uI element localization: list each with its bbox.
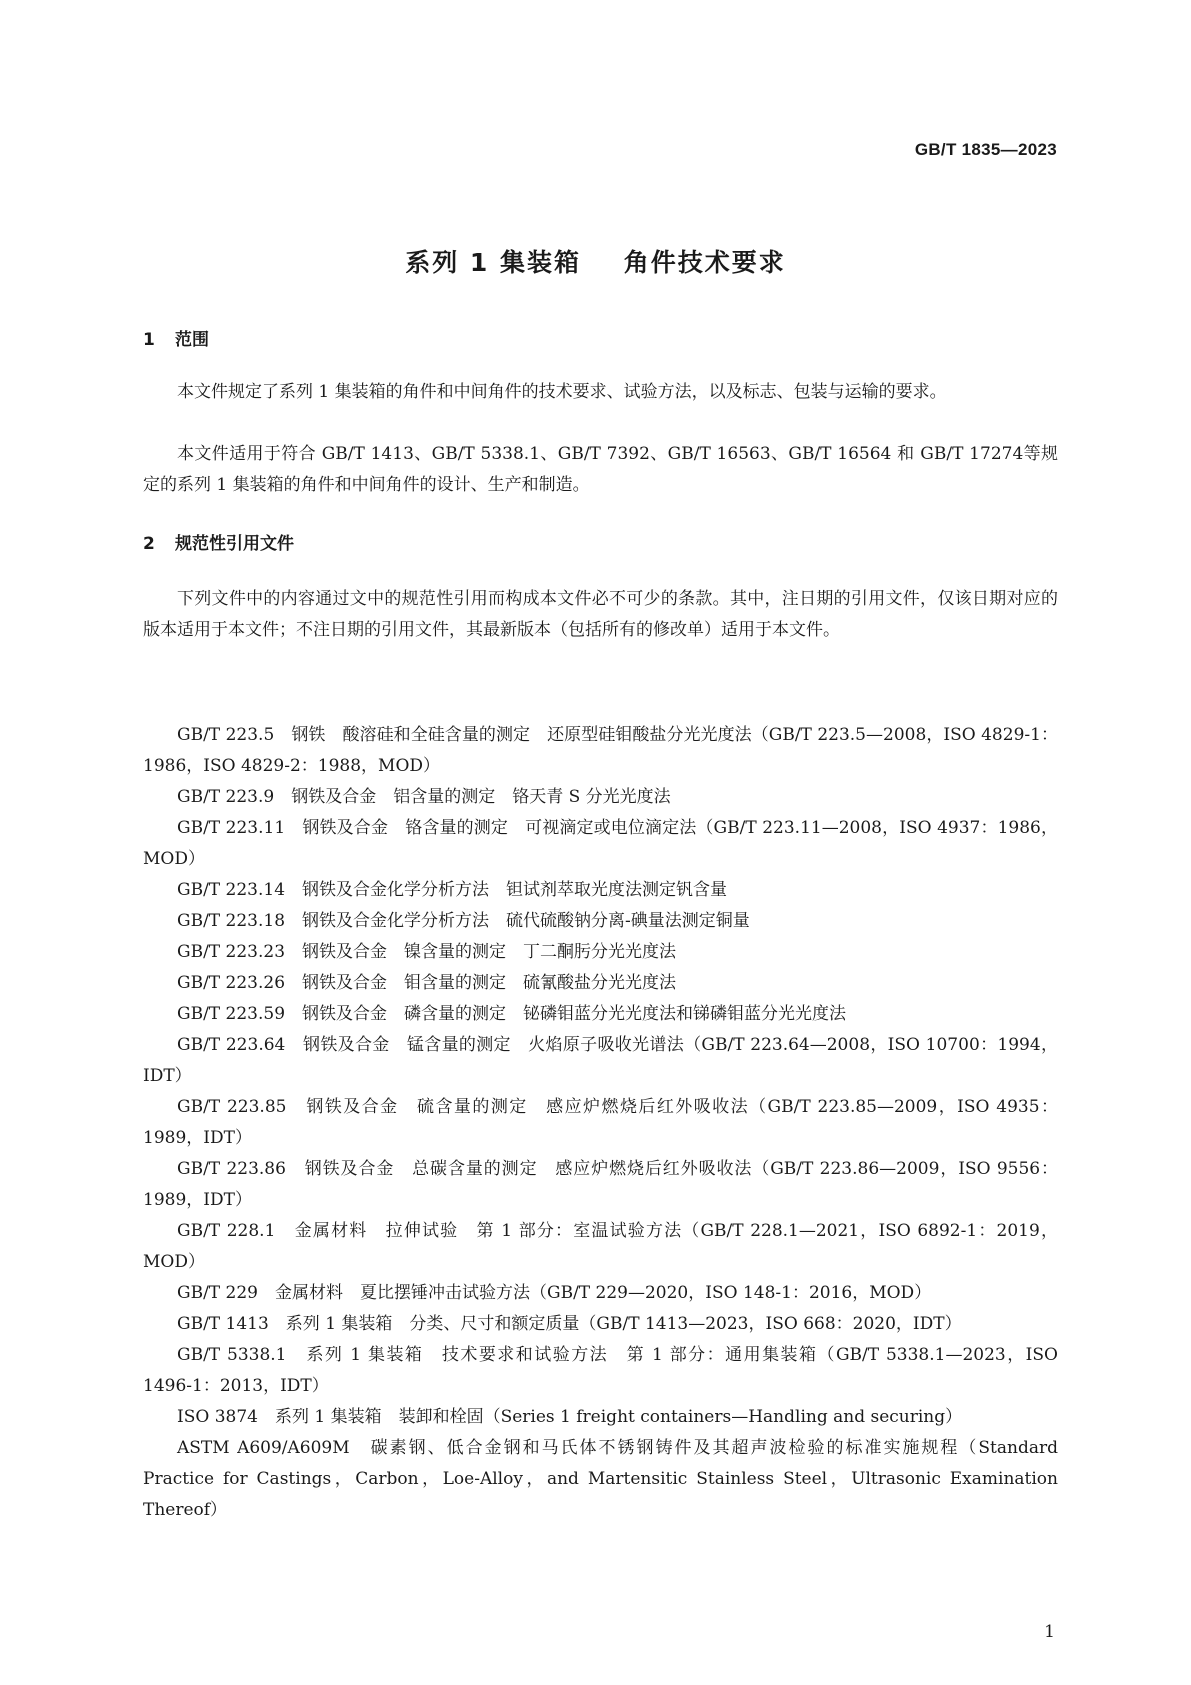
- scope-paragraph-1: 本文件规定了系列 1 集装箱的角件和中间角件的技术要求、试验方法，以及标志、包装与运输的要求。: [177, 382, 947, 402]
- reference-item: GB/T 223.14 钢铁及合金化学分析方法 钽试剂萃取光度法测定钒含量: [177, 880, 728, 900]
- reference-item: GB/T 223.86 钢铁及合金 总碳含量的测定 感应炉燃烧后红外吸收法（GB/T 223.86—2009，ISO 9556：1989，IDT）: [143, 1159, 1058, 1210]
- reference-item: GB/T 229 金属材料 夏比摆锤冲击试验方法（GB/T 229—2020，ISO 148-1：2016，MOD）: [177, 1283, 932, 1303]
- reference-item: GB/T 223.18 钢铁及合金化学分析方法 硫代硫酸钠分离-碘量法测定铜量: [177, 911, 750, 931]
- reference-item: GB/T 223.26 钢铁及合金 钼含量的测定 硫氰酸盐分光光度法: [177, 973, 677, 993]
- page-number: 1: [1044, 1622, 1055, 1642]
- reference-item: GB/T 223.5 钢铁 酸溶硅和全硅含量的测定 还原型硅钼酸盐分光光度法（GB/T 223.5—2008，ISO 4829-1：1986，ISO 4829-2：1988，MOD）: [143, 725, 1058, 776]
- section-number: 2: [143, 534, 155, 554]
- normative-references-intro: 下列文件中的内容通过文中的规范性引用而构成本文件必不可少的条款。其中，注日期的引用文件，仅该日期对应的版本适用于本文件；不注日期的引用文件，其最新版本（包括所有的修改单）适用于本文件。: [143, 589, 1058, 640]
- reference-item: GB/T 223.11 钢铁及合金 铬含量的测定 可视滴定或电位滴定法（GB/T 223.11—2008，ISO 4937：1986，MOD）: [143, 818, 1058, 869]
- reference-item: GB/T 223.9 钢铁及合金 铝含量的测定 铬天青 S 分光光度法: [177, 787, 671, 807]
- reference-item: GB/T 5338.1 系列 1 集装箱 技术要求和试验方法 第 1 部分：通用集装箱（GB/T 5338.1—2023，ISO 1496-1：2013，IDT）: [143, 1345, 1058, 1396]
- reference-item: GB/T 223.85 钢铁及合金 硫含量的测定 感应炉燃烧后红外吸收法（GB/T 223.85—2009，ISO 4935：1989，IDT）: [143, 1097, 1058, 1148]
- reference-item: GB/T 228.1 金属材料 拉伸试验 第 1 部分：室温试验方法（GB/T 228.1—2021，ISO 6892-1：2019，MOD）: [143, 1221, 1058, 1272]
- section-1-heading: [143, 325, 209, 350]
- reference-item: ISO 3874 系列 1 集装箱 装卸和栓固（Series 1 freight containers—Handling and securing）: [177, 1407, 963, 1427]
- reference-item: GB/T 223.59 钢铁及合金 磷含量的测定 铋磷钼蓝分光光度法和锑磷钼蓝分光光度法: [177, 1004, 847, 1024]
- section-number: 1: [143, 330, 155, 350]
- reference-list: [143, 720, 1058, 1526]
- section-title: 规范性引用文件: [175, 534, 294, 554]
- standard-number: GB/T 1835—2023: [914, 140, 1057, 159]
- reference-item: GB/T 223.23 钢铁及合金 镍含量的测定 丁二酮肟分光光度法: [177, 942, 677, 962]
- document-title: 系列 1 集装箱 角件技术要求: [405, 248, 786, 277]
- section-2-heading: [143, 529, 294, 554]
- section-title: 范围: [175, 330, 209, 350]
- reference-item: ASTM A609/A609M 碳素钢、低合金钢和马氏体不锈钢铸件及其超声波检验的标准实施规程（Standard Practice for Castings，Carbon，Loe-Alloy，and Martensitic Stainless Steel，Ultrasonic Examination Thereof）: [143, 1438, 1058, 1520]
- reference-item: GB/T 223.64 钢铁及合金 锰含量的测定 火焰原子吸收光谱法（GB/T 223.64—2008，ISO 10700：1994，IDT）: [143, 1035, 1058, 1086]
- scope-paragraph-2: 本文件适用于符合 GB/T 1413、GB/T 5338.1、GB/T 7392、GB/T 16563、GB/T 16564 和 GB/T 17274等规定的系列 1 集装箱的角件和中间角件的设计、生产和制造。: [143, 444, 1058, 495]
- reference-item: GB/T 1413 系列 1 集装箱 分类、尺寸和额定质量（GB/T 1413—2023，ISO 668：2020，IDT）: [177, 1314, 962, 1334]
